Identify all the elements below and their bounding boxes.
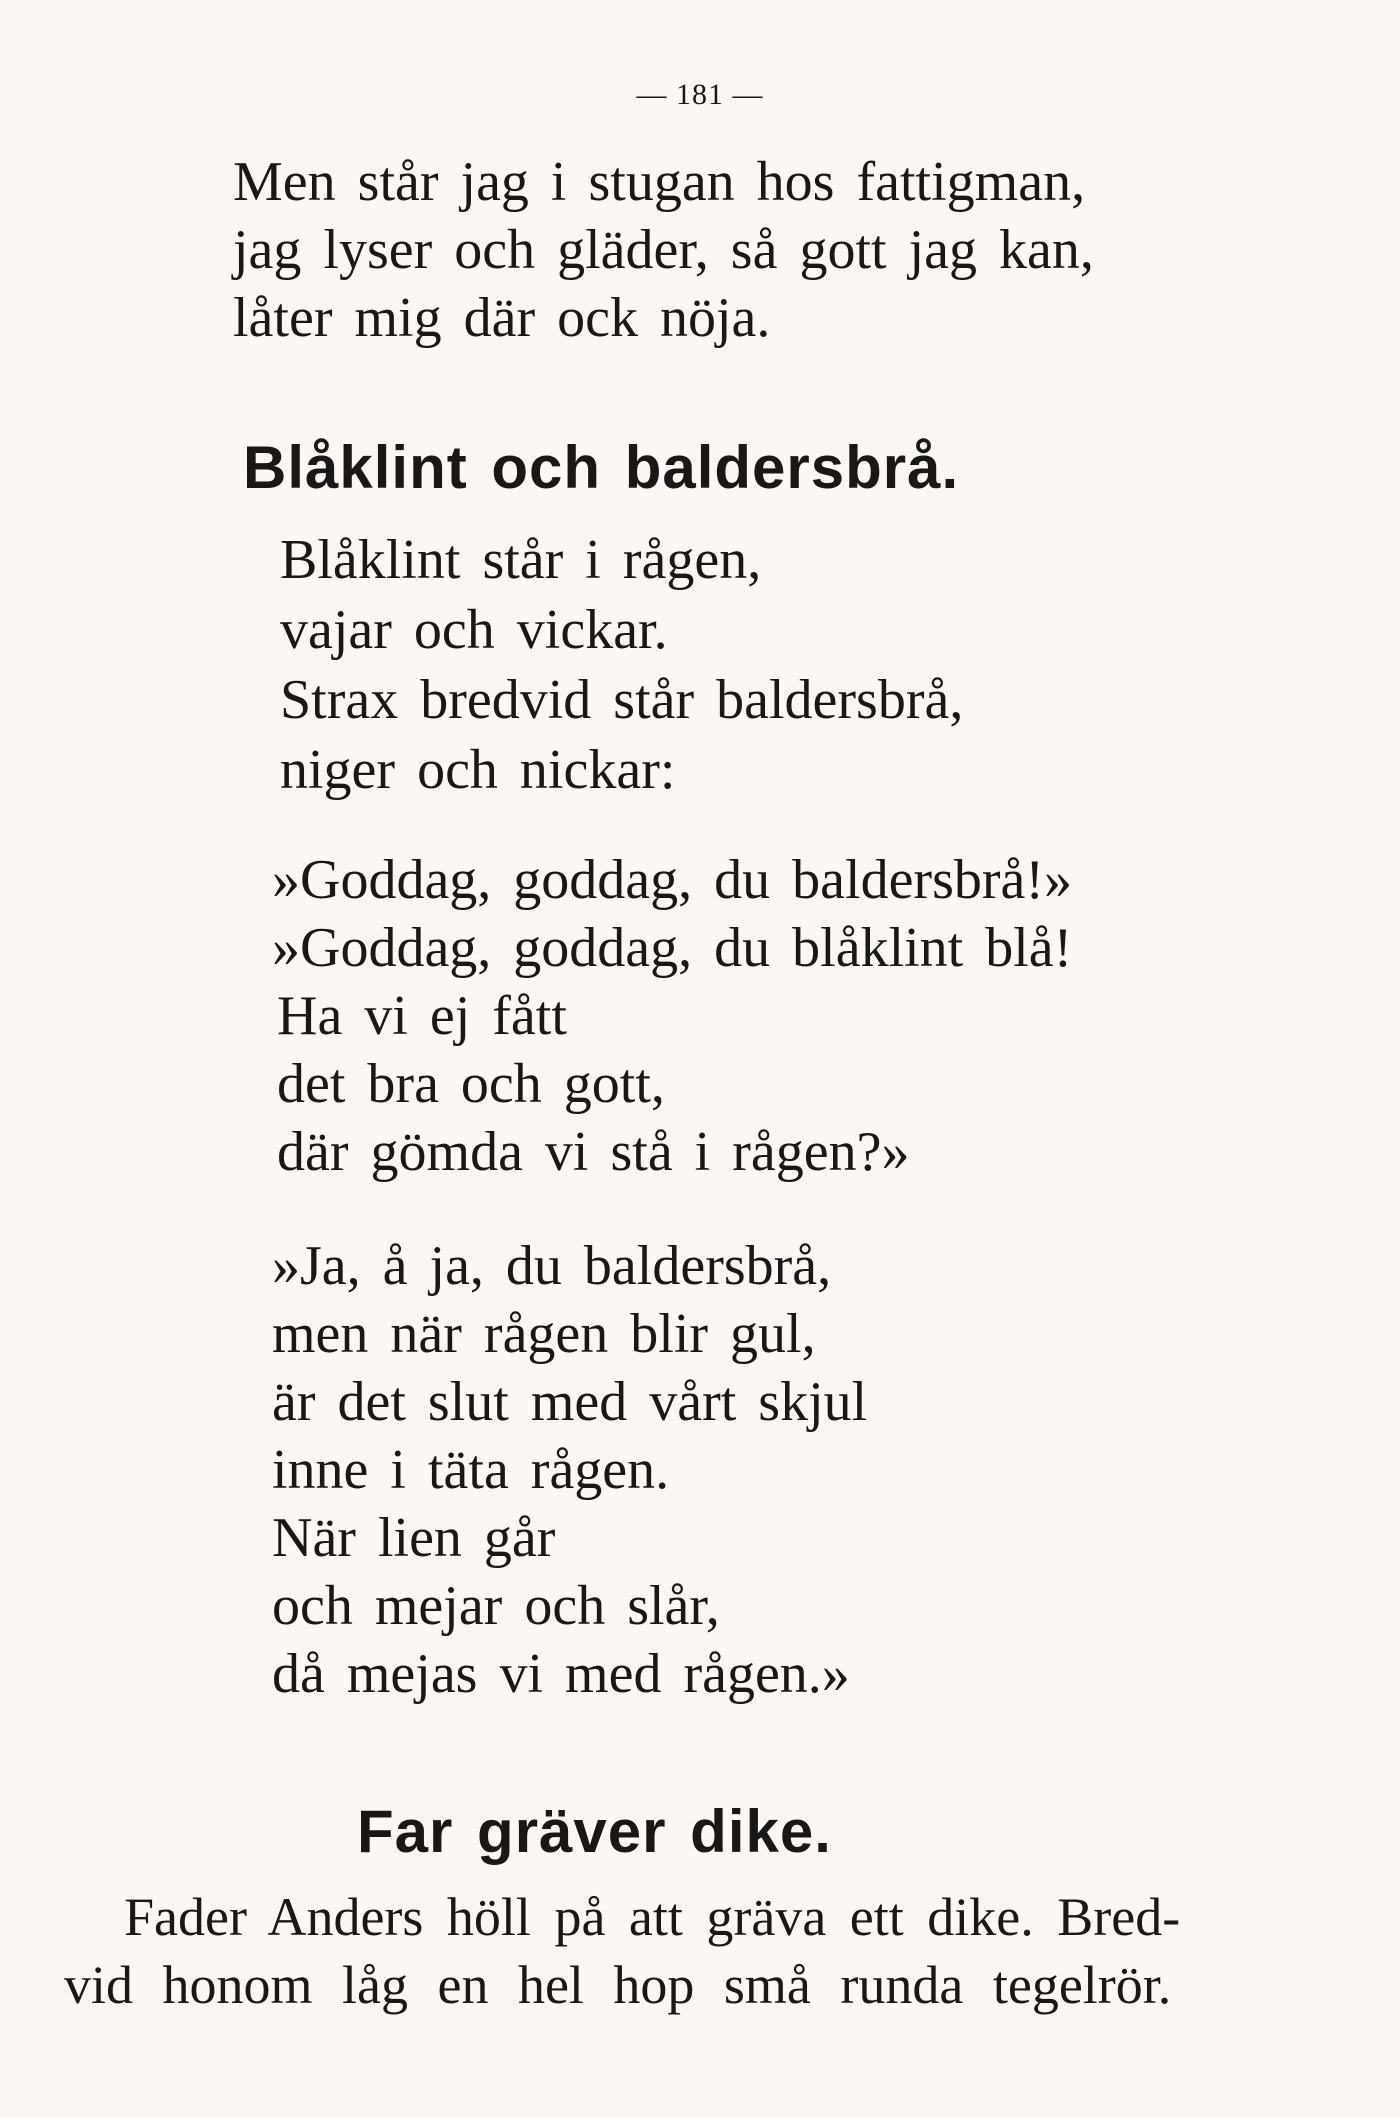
prose-line: Fader Anders höll på att gräva ett dike. Bred- (124, 1887, 1181, 1947)
poem-title: Blåklint och baldersbrå. (243, 434, 960, 501)
verse-line: »Goddag, goddag, du baldersbrå!» (272, 849, 1073, 911)
verse-line: niger och nickar: (280, 739, 676, 801)
verse-line: är det slut med vårt skjul (272, 1371, 868, 1433)
verse-line: Strax bredvid står baldersbrå, (280, 669, 964, 731)
verse-line: låter mig där ock nöja. (233, 287, 771, 349)
verse-line: Ha vi ej fått (277, 985, 567, 1047)
verse-line: då mejas vi med rågen.» (272, 1643, 850, 1705)
verse-line: När lien går (272, 1507, 556, 1569)
verse-line: där gömda vi stå i rågen?» (277, 1121, 910, 1183)
verse-line: och mejar och slår, (272, 1575, 720, 1637)
verse-line: »Goddag, goddag, du blåklint blå! (272, 917, 1073, 979)
section-title: Far gräver dike. (357, 1798, 832, 1865)
verse-line: jag lyser och gläder, så gott jag kan, (233, 219, 1094, 281)
verse-line: Men står jag i stugan hos fattigman, (233, 151, 1086, 213)
prose-line: vid honom låg en hel hop små runda tegelrör. (64, 1955, 1172, 2015)
verse-line: inne i täta rågen. (272, 1439, 670, 1501)
verse-line: »Ja, å ja, du baldersbrå, (272, 1235, 832, 1297)
verse-line: Blåklint står i rågen, (280, 529, 762, 591)
verse-line: vajar och vickar. (280, 599, 668, 661)
page-number: — 181 — (636, 78, 764, 111)
verse-line: det bra och gott, (277, 1053, 665, 1115)
verse-line: men när rågen blir gul, (272, 1303, 816, 1365)
